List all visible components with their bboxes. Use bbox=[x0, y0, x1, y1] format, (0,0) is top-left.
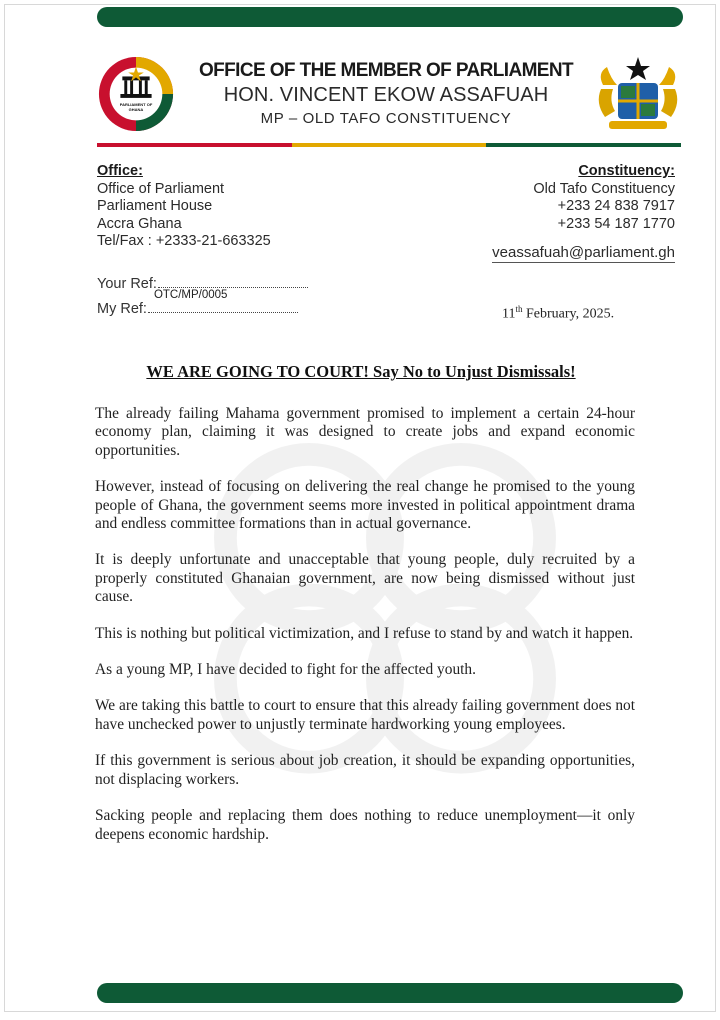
bottom-green-band bbox=[97, 983, 683, 1003]
body-paragraph: As a young MP, I have decided to fight for the affected youth. bbox=[95, 661, 476, 679]
constituency-heading: Constituency: bbox=[578, 163, 675, 179]
coat-of-arms-icon bbox=[593, 55, 683, 133]
office-line: Parliament House bbox=[97, 198, 213, 214]
letter-date bbox=[502, 304, 614, 323]
date-rest: February, 2025. bbox=[522, 306, 615, 322]
letter-body bbox=[95, 405, 635, 862]
email-address[interactable]: veassafuah@parliament.gh bbox=[492, 244, 675, 261]
body-paragraph: This is nothing but political victimization, and I refuse to stand by and watch it happen. bbox=[95, 624, 634, 642]
your-ref-label: Your Ref: bbox=[97, 276, 157, 292]
office-telfax: Tel/Fax : +2333-21-663325 bbox=[97, 233, 271, 249]
your-ref-line bbox=[158, 273, 308, 288]
top-green-band bbox=[97, 7, 683, 27]
letterhead-office-title: OFFICE OF THE MEMBER OF PARLIAMENT bbox=[198, 60, 573, 81]
body-paragraph: However, instead of focusing on delivering the real change he promised to the young people of Ghana, the government seems more invested in political appointment drama and endless committee formations than in actual governance. bbox=[95, 478, 635, 533]
constituency-line: Old Tafo Constituency bbox=[533, 180, 675, 197]
office-address-block bbox=[97, 163, 271, 251]
letterhead-color-rule bbox=[97, 143, 681, 147]
parliament-seal-icon bbox=[97, 55, 175, 133]
body-paragraph: If this government is serious about job creation, it should be expanding opportunities, not displacing workers. bbox=[95, 752, 635, 788]
office-line: Accra Ghana bbox=[97, 215, 182, 232]
letter-title: WE ARE GOING TO COURT! Say No to Unjust Dismissals! bbox=[146, 362, 576, 381]
constituency-address-block bbox=[533, 163, 675, 233]
date-day: 11 bbox=[502, 306, 516, 322]
letterhead-constituency: MP – OLD TAFO CONSTITUENCY bbox=[260, 110, 512, 127]
office-line: Office of Parliament bbox=[97, 180, 225, 197]
constituency-phone: +233 54 187 1770 bbox=[557, 215, 675, 232]
body-paragraph: Sacking people and replacing them does nothing to reduce unemployment—it only deepens economic hardship. bbox=[95, 807, 635, 843]
my-ref-value: OTC/MP/0005 bbox=[153, 289, 228, 301]
constituency-phone: +233 24 838 7917 bbox=[557, 198, 675, 214]
body-paragraph: It is deeply unfortunate and unacceptable that young people, duly recruited by a properly constituted Ghanaian government, are now being dismissed without just cause. bbox=[95, 551, 635, 606]
letter-page bbox=[4, 4, 716, 1012]
my-ref-line bbox=[148, 289, 298, 313]
office-heading: Office: bbox=[97, 163, 143, 179]
my-ref-label: My Ref: bbox=[97, 301, 147, 317]
my-ref-row bbox=[97, 289, 298, 317]
letterhead-mp-name: HON. VINCENT EKOW ASSAFUAH bbox=[223, 84, 549, 106]
date-suffix: th bbox=[515, 304, 523, 314]
seal-text: PARLIAMENT OF GHANA bbox=[119, 102, 153, 112]
body-paragraph: We are taking this battle to court to ensure that this already failing government does not have unchecked power to unjustly terminate hardworking young employees. bbox=[95, 697, 635, 733]
body-paragraph: The already failing Mahama government promised to implement a certain 24-hour economy plan, claiming it was designed to create jobs and expand economic opportunities. bbox=[95, 405, 635, 459]
